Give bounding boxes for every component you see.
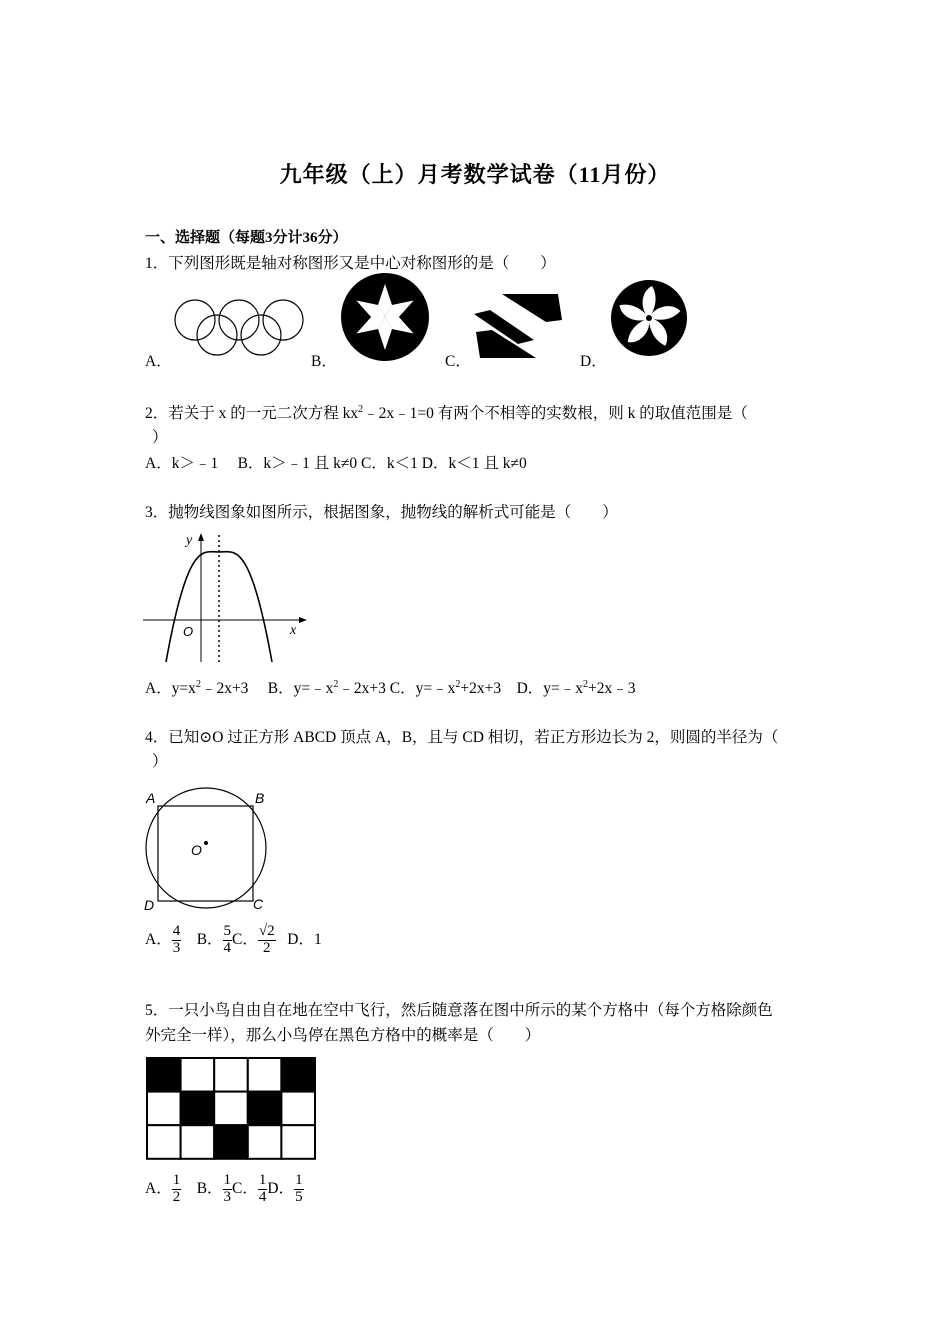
white-cell <box>181 1125 215 1159</box>
q4-text-line2: ） <box>152 753 168 770</box>
white-cell <box>281 1125 315 1159</box>
black-cell <box>214 1125 248 1159</box>
parabola-graph <box>143 530 313 665</box>
q1-option-a: A． <box>145 353 172 370</box>
q2-text-line1: 2．若关于 x 的一元二次方程 $kx^2﹣2x﹣1=0$ 有两个不相等的实数根，则 k 的取值范围是（ <box>145 403 748 422</box>
white-cell <box>181 1058 215 1092</box>
label-o: O <box>191 842 202 858</box>
suzuki-logo-icon <box>472 292 564 360</box>
grid-figure <box>145 1056 317 1162</box>
white-cell <box>248 1125 282 1159</box>
origin-label: O <box>183 624 194 639</box>
q3-options: A．$y=x^2﹣2x+3$ B．$y=﹣x^2﹣2x+3$ C．$y=﹣x^2+2x+3$ D．$y=﹣x^2+2x﹣3$ <box>145 678 636 697</box>
q5-text-line2: 外完全一样），那么小鸟停在黑色方格中的概率是（ ） <box>145 1027 541 1044</box>
white-cell <box>214 1058 248 1092</box>
white-cell <box>147 1125 181 1159</box>
q1-option-b: B． <box>311 353 337 370</box>
q5-text-line1: 5．一只小鸟自由自在地在空中飞行，然后随意落在图中所示的某个方格中（每个方格除颜色 <box>145 1002 773 1019</box>
label-a: A <box>146 790 156 806</box>
black-cell <box>281 1058 315 1092</box>
hexagram-circle-icon <box>340 272 430 362</box>
section-heading: 一、选择题（每题3分计36分） <box>145 230 348 246</box>
black-cell <box>181 1092 215 1126</box>
label-b: B <box>255 790 265 806</box>
q4-text-line1: 4．已知⊙O 过正方形 ABCD 顶点 A，B，且与 CD 相切，若正方形边长为 2，则圆的半径为（ <box>145 729 779 746</box>
q1-text: 1．下列图形既是轴对称图形又是中心对称图形的是（ ） <box>145 255 556 272</box>
olympic-rings-icon <box>170 296 310 360</box>
q3-text: 3．抛物线图象如图所示，根据图象，抛物线的解析式可能是（ ） <box>145 504 618 521</box>
q2-text-line2: ） <box>152 429 168 446</box>
x-axis-arrow-icon <box>299 617 307 623</box>
black-cell <box>147 1058 181 1092</box>
q1-option-c: C． <box>445 353 471 370</box>
y-axis-arrow-icon <box>198 533 204 541</box>
page-title: 九年级（上）月考数学试卷（11月份） <box>279 162 671 187</box>
q4-options: A． $\frac{4}{3}$ B． $\frac{5}{4}$ C． $\frac{√2}{2}$ D．1 <box>145 923 322 956</box>
label-c: C <box>253 896 264 912</box>
x-axis-label: x <box>290 623 297 638</box>
y-axis-label: y <box>186 533 193 548</box>
q5-options: A． $\frac{1}{2}$ B． $\frac{1}{3}$ C． $\frac{1}{4}$ D． $\frac{1}{5}$ <box>145 1172 303 1205</box>
label-d: D <box>144 897 155 913</box>
black-cell <box>248 1092 282 1126</box>
q1-option-d: D． <box>580 353 607 370</box>
white-cell <box>214 1092 248 1126</box>
white-cell <box>281 1092 315 1126</box>
white-cell <box>147 1092 181 1126</box>
q2-options: A．k＞﹣1 B．k＞﹣1 且 k≠0 C．k＜1 D．k＜1 且 k≠0 <box>145 455 527 472</box>
circle-square-figure <box>140 776 275 916</box>
white-cell <box>248 1058 282 1092</box>
bauhinia-flower-icon <box>610 278 688 358</box>
